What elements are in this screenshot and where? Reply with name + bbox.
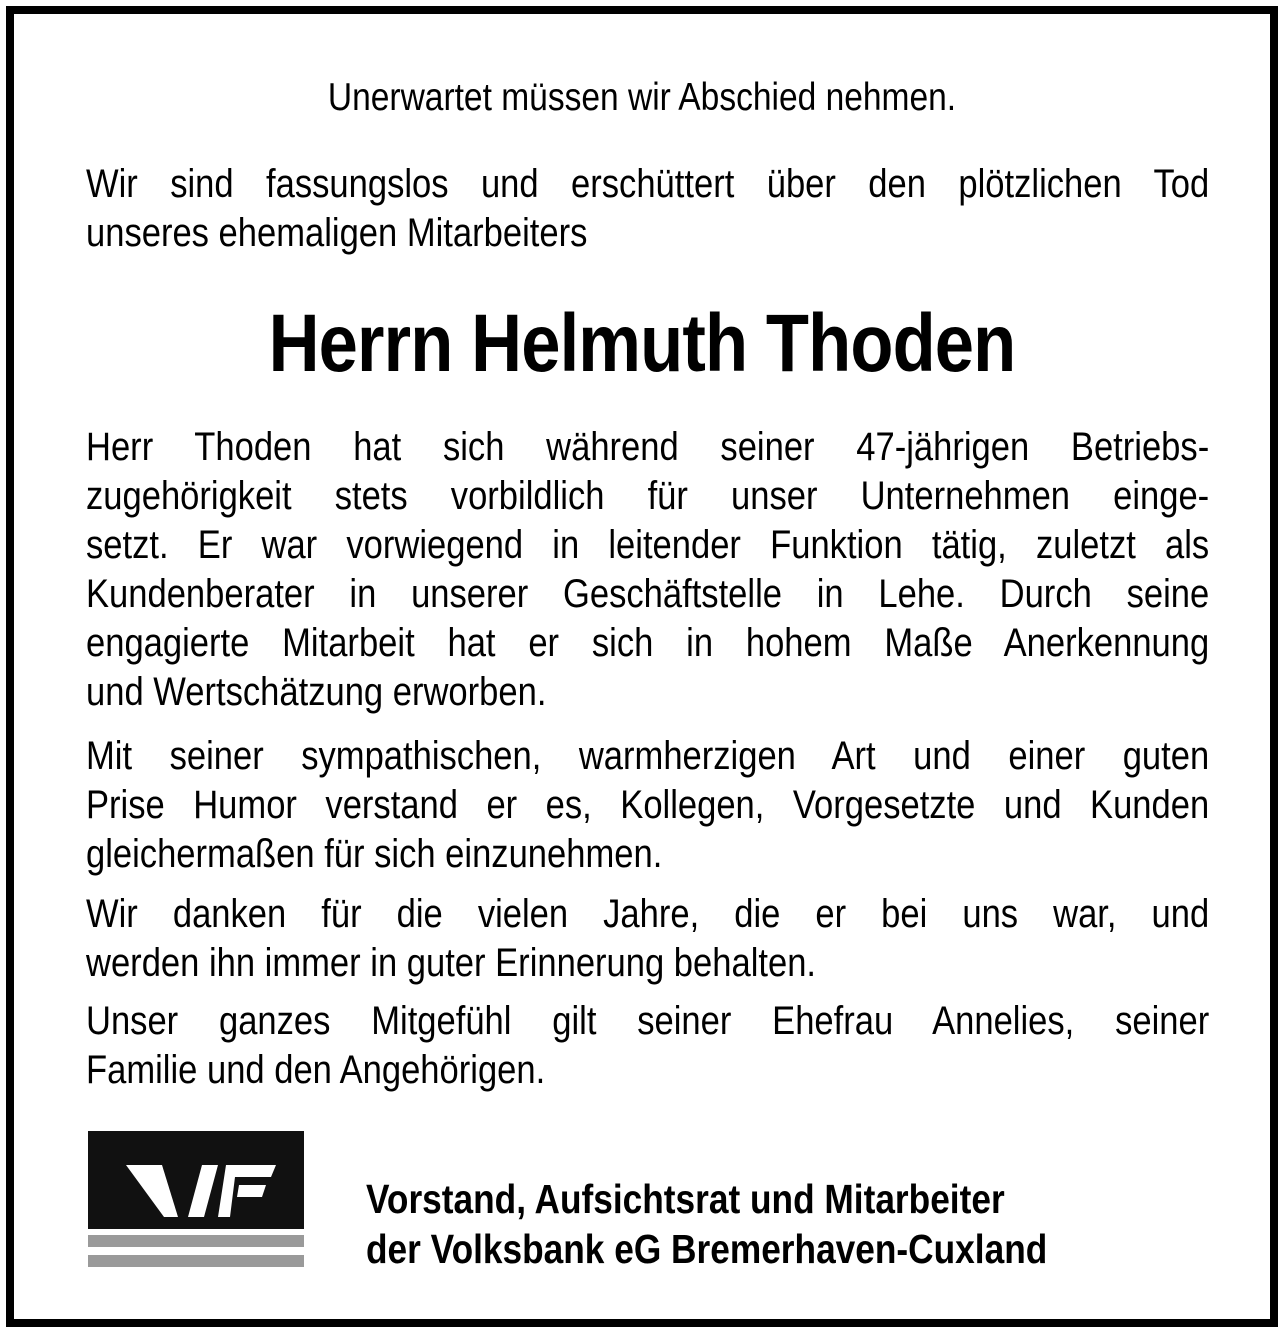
paragraph-condolences: [86, 997, 1210, 1095]
deceased-name: Herrn Helmuth Thoden: [268, 298, 1016, 389]
signature-line: Vorstand, Aufsichtsrat und Mitarbeiter: [366, 1176, 1005, 1222]
opening-paragraph: [86, 160, 1210, 258]
paragraph-line: Prise Humor verstand er es, Kollegen, Vorgesetzte und Kunden: [86, 783, 1210, 827]
paragraph-line: und Wertschätzung erworben.: [86, 670, 547, 714]
paragraph-thanks: [86, 890, 1210, 988]
intro-line: Unerwartet müssen wir Abschied nehmen.: [327, 76, 957, 119]
paragraph-line: Unser ganzes Mitgefühl gilt seiner Ehefrau Annelies, seiner: [86, 999, 1210, 1043]
paragraph-character: [86, 732, 1210, 879]
paragraph-line: setzt. Er war vorwiegend in leitender Funktion tätig, zuletzt als: [86, 523, 1210, 567]
paragraph-line: Herr Thoden hat sich während seiner 47-jährigen Betriebs-: [86, 425, 1210, 469]
paragraph-line: Kundenberater in unserer Geschäftstelle in Lehe. Durch seine: [86, 572, 1210, 616]
paragraph-line: zugehörigkeit stets vorbildlich für unser Unternehmen einge-: [86, 474, 1210, 518]
opening-line: Wir sind fassungslos und erschüttert über den plötzlichen Tod: [86, 162, 1210, 206]
obituary-notice: [6, 6, 1278, 1327]
volksbank-logo-icon: [88, 1131, 304, 1275]
paragraph-line: Familie und den Angehörigen.: [86, 1048, 546, 1092]
paragraph-line: engagierte Mitarbeit hat er sich in hohem Maße Anerkennung: [86, 621, 1210, 665]
signature-line: der Volksbank eG Bremerhaven-Cuxland: [366, 1226, 1048, 1272]
opening-line: unseres ehemaligen Mitarbeiters: [86, 211, 588, 255]
paragraph-line: Wir danken für die vielen Jahre, die er bei uns war, und: [86, 892, 1210, 936]
signature: [366, 1174, 1047, 1274]
paragraph-service: [86, 423, 1210, 717]
paragraph-line: gleichermaßen für sich einzunehmen.: [86, 832, 663, 876]
paragraph-line: Mit seiner sympathischen, warmherzigen Art und einer guten: [86, 734, 1210, 778]
paragraph-line: werden ihn immer in guter Erinnerung behalten.: [86, 941, 817, 985]
